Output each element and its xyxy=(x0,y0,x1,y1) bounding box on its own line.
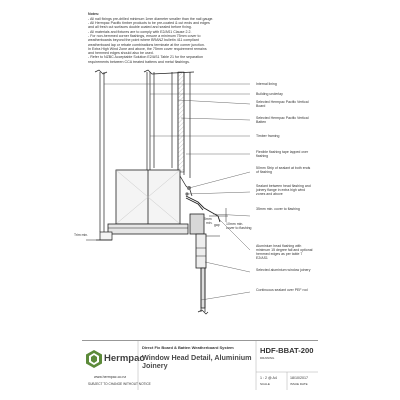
interior-trim xyxy=(96,232,112,240)
dim-trim-min: Trim min. xyxy=(74,233,88,237)
label-internal-lining: Internal lining xyxy=(256,82,277,86)
disclaimer: SUBJECT TO CHANGE WITHOUT NOTICE xyxy=(88,382,151,386)
issue-date: 18/10/2017 xyxy=(290,376,308,380)
note-line: and all fresh cut surfaces double coated and sealed before fixing. xyxy=(88,25,192,30)
drawing-number: HDF-BBAT-200 xyxy=(260,346,314,355)
note-line: weatherboards beyond the point where BRANZ bulletin 411 compliant xyxy=(88,38,199,43)
label-vertical-board: Selected Hermpac Pacific Vertical Board xyxy=(256,100,309,109)
note-line: - All nail fixings pre-drilled minimum 1mm diameter smaller than the nail gauge. xyxy=(88,16,214,21)
drawing-title: Window Head Detail, Aluminium Joinery xyxy=(142,353,252,370)
scale-label: SCALE xyxy=(260,382,270,386)
hermpac-logo-icon xyxy=(86,350,102,368)
scale-value: 1 : 2 @ A4 xyxy=(260,376,277,380)
window-joinery xyxy=(108,214,206,308)
label-continuous-sealant: Continuous sealant over PEF rod xyxy=(256,288,308,292)
note-line: - All Hermpac Pacific timber products to be pre-coated & cut ends and edges xyxy=(88,21,210,26)
dim-10mm-cover: 10mm min. cover to flashing xyxy=(226,222,252,231)
dim-5mm: 5mm xyxy=(204,217,212,221)
dim-min: min. xyxy=(206,221,213,225)
note-line: requirements between CCA treated battens and metal flashings. xyxy=(88,59,190,64)
flashing-tape xyxy=(180,176,192,196)
drawing-label: DRAWING xyxy=(260,356,275,360)
issue-date-label: ISSUE DATE xyxy=(290,382,308,386)
timber-framing xyxy=(116,170,180,224)
label-sealant-between: Sealant between head flashing and joinery flange in extra high wind zones and above xyxy=(256,184,311,197)
label-cover-35: 35mm min. cover to flashing xyxy=(256,207,300,211)
note-line: - All materials and fixtures are to comply with E2/AS1 Clause 2.2. xyxy=(88,29,192,34)
brand-website: www.hermpac.co.nz xyxy=(94,375,127,379)
label-selected-window: Selected aluminium window joinery xyxy=(256,268,311,272)
note-line: In Extra High Wind Zone and above, the 75mm cover requirement remains xyxy=(88,46,207,51)
label-vertical-batten: Selected Hermpac Pacific Vertical Batten xyxy=(256,116,309,125)
note-line: weatherboard lap or rebate combinations terminate at the corner junction. xyxy=(88,42,205,47)
label-building-underlay: Building underlay xyxy=(256,92,283,96)
brand-name: Hermpac xyxy=(104,353,145,364)
note-line: and hemmed edges should also be used. xyxy=(88,51,154,56)
vertical-batten xyxy=(178,72,184,172)
dim-gap: gap xyxy=(214,223,220,227)
system-name: Direct Fix Board & Batten Weatherboard System xyxy=(142,345,234,350)
title-block xyxy=(82,340,318,390)
note-line: - For non-hemmed corner flashings, ensure a minimum 75mm cover to xyxy=(88,33,201,38)
label-head-flashing: Aluminium head flashing with minimum 15 degree fall and optional hemmed edges as per table 7 E2/AS1 xyxy=(256,244,313,261)
notes-heading: Notes: xyxy=(88,12,100,16)
note-line: - Refer to NZBC Acceptable Solution E2/AS1 Table 21 for the separation xyxy=(88,55,203,60)
label-flexible-flashing: Flexible flashing tape lapped over flashing xyxy=(256,150,309,159)
label-strip-sealant: 50mm Strip of sealant at both ends of flashing xyxy=(256,166,311,175)
label-timber-framing: Timber framing xyxy=(256,134,280,138)
